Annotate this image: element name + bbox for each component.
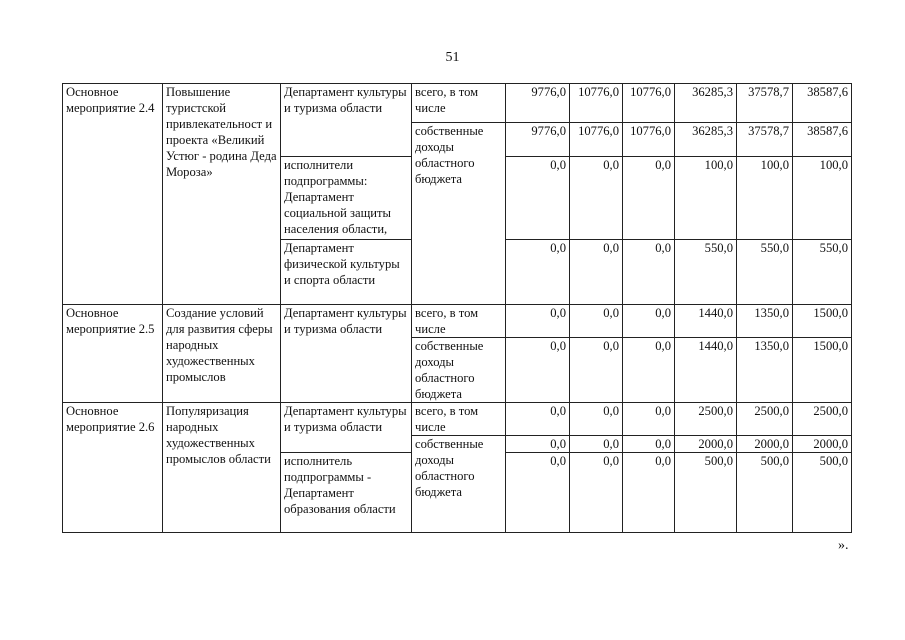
value-cell: 100,0 <box>737 157 793 240</box>
funding-source: собственные доходы областного бюджета <box>412 436 506 533</box>
value-cell: 0,0 <box>623 453 675 533</box>
value-cell: 10776,0 <box>623 84 675 123</box>
value-cell: 0,0 <box>570 240 623 305</box>
value-cell: 0,0 <box>506 240 570 305</box>
funding-source: собственные доходы областного бюджета <box>412 123 506 305</box>
page-number: 51 <box>445 50 460 65</box>
value-cell: 36285,3 <box>675 84 737 123</box>
value-cell: 500,0 <box>793 453 852 533</box>
value-cell: 37578,7 <box>737 123 793 157</box>
value-cell: 0,0 <box>623 305 675 338</box>
value-cell: 10776,0 <box>623 123 675 157</box>
value-cell: 1500,0 <box>793 305 852 338</box>
value-cell: 2500,0 <box>793 403 852 436</box>
table-row <box>63 305 852 338</box>
value-cell: 0,0 <box>570 157 623 240</box>
value-cell: 1440,0 <box>675 338 737 403</box>
funding-source: всего, в том числе <box>412 84 506 123</box>
value-cell: 38587,6 <box>793 84 852 123</box>
value-cell: 500,0 <box>737 453 793 533</box>
value-cell: 36285,3 <box>675 123 737 157</box>
value-cell: 2000,0 <box>793 436 852 453</box>
value-cell: 1440,0 <box>675 305 737 338</box>
activity-code: Основное мероприятие 2.6 <box>63 403 163 533</box>
value-cell: 0,0 <box>623 436 675 453</box>
value-cell: 550,0 <box>737 240 793 305</box>
executor: Департамент физической культуры и спорта области <box>281 240 412 305</box>
value-cell: 2500,0 <box>737 403 793 436</box>
activity-name: Создание условий для развития сферы народных художественных промыслов <box>163 305 281 403</box>
value-cell: 0,0 <box>506 157 570 240</box>
value-cell: 0,0 <box>570 453 623 533</box>
funding-source: всего, в том числе <box>412 305 506 338</box>
executor: исполнитель подпрограммы - Департамент образования области <box>281 453 412 533</box>
executor: Департамент культуры и туризма области <box>281 305 412 403</box>
value-cell: 0,0 <box>623 403 675 436</box>
activity-name: Популяризация народных художественных промыслов области <box>163 403 281 533</box>
table-row <box>63 84 852 123</box>
value-cell: 1500,0 <box>793 338 852 403</box>
value-cell: 0,0 <box>506 403 570 436</box>
funding-source: всего, в том числе <box>412 403 506 436</box>
activity-code: Основное мероприятие 2.5 <box>63 305 163 403</box>
value-cell: 500,0 <box>675 453 737 533</box>
executor: исполнители подпрограммы: Департамент социальной защиты населения области, <box>281 157 412 240</box>
value-cell: 0,0 <box>570 436 623 453</box>
value-cell: 0,0 <box>570 403 623 436</box>
value-cell: 2000,0 <box>675 436 737 453</box>
value-cell: 2500,0 <box>675 403 737 436</box>
value-cell: 1350,0 <box>737 305 793 338</box>
value-cell: 2000,0 <box>737 436 793 453</box>
value-cell: 100,0 <box>675 157 737 240</box>
funding-source: собственные доходы областного бюджета <box>412 338 506 403</box>
value-cell: 38587,6 <box>793 123 852 157</box>
table-row <box>63 403 852 436</box>
value-cell: 9776,0 <box>506 84 570 123</box>
executor: Департамент культуры и туризма области <box>281 403 412 453</box>
value-cell: 0,0 <box>506 338 570 403</box>
executor: Департамент культуры и туризма области <box>281 84 412 157</box>
value-cell: 0,0 <box>623 157 675 240</box>
value-cell: 0,0 <box>506 436 570 453</box>
value-cell: 0,0 <box>623 240 675 305</box>
value-cell: 37578,7 <box>737 84 793 123</box>
value-cell: 550,0 <box>675 240 737 305</box>
value-cell: 0,0 <box>623 338 675 403</box>
activity-name: Повышение туристской привлекательност и проекта «Великий Устюг - родина Деда Мороза» <box>163 84 281 305</box>
value-cell: 1350,0 <box>737 338 793 403</box>
budget-table <box>62 83 852 533</box>
value-cell: 0,0 <box>506 453 570 533</box>
value-cell: 0,0 <box>506 305 570 338</box>
value-cell: 10776,0 <box>570 123 623 157</box>
closing-quote: ». <box>838 538 849 553</box>
activity-code: Основное мероприятие 2.4 <box>63 84 163 305</box>
value-cell: 9776,0 <box>506 123 570 157</box>
value-cell: 0,0 <box>570 305 623 338</box>
value-cell: 100,0 <box>793 157 852 240</box>
value-cell: 0,0 <box>570 338 623 403</box>
value-cell: 10776,0 <box>570 84 623 123</box>
value-cell: 550,0 <box>793 240 852 305</box>
